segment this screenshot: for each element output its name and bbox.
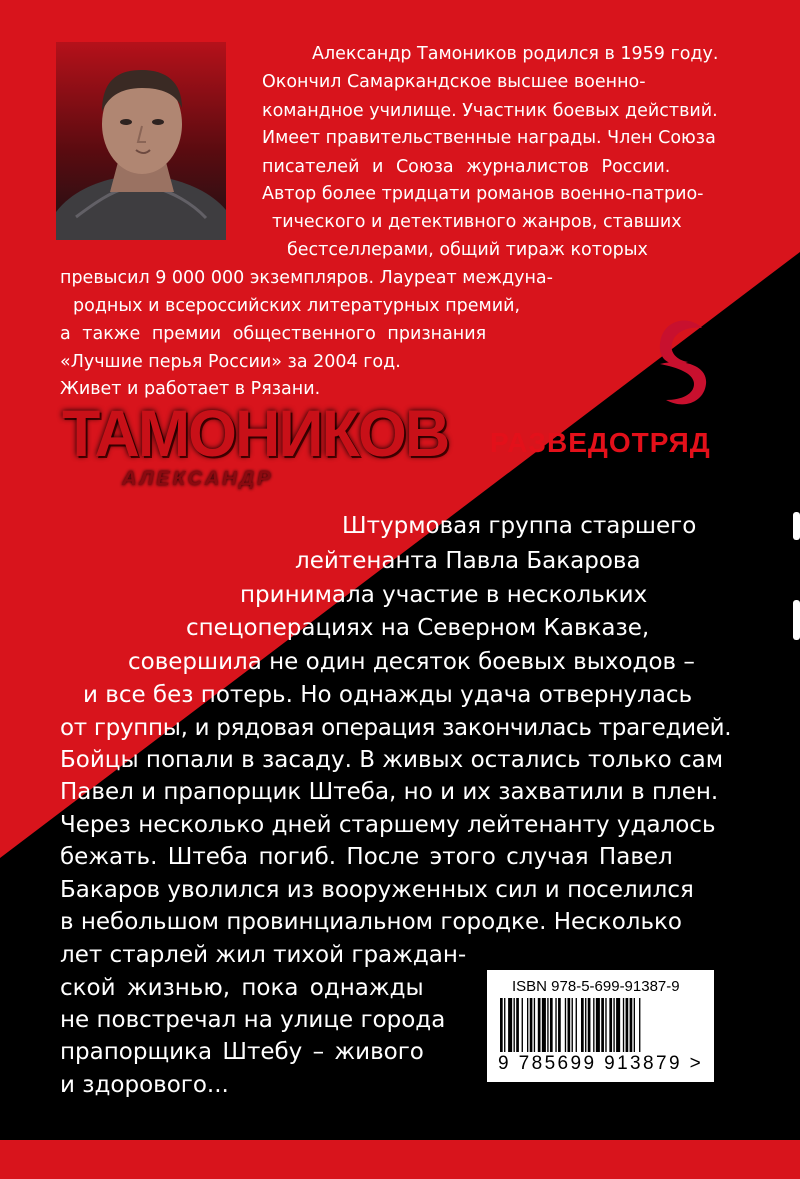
barcode-bar (605, 998, 606, 1052)
bio-line: «Лучшие перья России» за 2004 год. (60, 352, 401, 372)
annotation-line: Через несколько дней старшему лейтенанту удалось (60, 812, 716, 838)
barcode-bar (547, 998, 548, 1052)
barcode-bar (550, 998, 553, 1052)
barcode-bar (508, 998, 512, 1052)
annotation-line: совершила не один десяток боевых выходов – (128, 649, 695, 675)
annotation-line: спецоперациях на Северном Кавказе, (186, 615, 650, 641)
annotation-line: лейтенанта Павла Бакарова (295, 548, 641, 574)
edge-mark (793, 512, 800, 540)
barcode-bar (530, 998, 533, 1052)
edge-mark (793, 600, 800, 640)
barcode-bar (588, 998, 591, 1052)
barcode-bar (534, 998, 535, 1052)
barcode-bar (623, 998, 624, 1052)
barcode-bar (516, 998, 519, 1052)
bio-line: командное училище. Участник боевых действий. (262, 101, 718, 121)
barcode-bar (593, 998, 594, 1052)
barcode-bar (609, 998, 612, 1052)
barcode-bar (522, 998, 523, 1052)
barcode-bar (514, 998, 515, 1052)
series-title: РАЗВЕДОТРЯД (490, 427, 711, 458)
barcode-bar (613, 998, 614, 1052)
annotation-line: и все без потерь. Но однажды удача отвернулась (83, 682, 693, 708)
annotation-line: Штурмовая группа старшего (342, 513, 697, 539)
barcode-bar (596, 998, 600, 1052)
barcode-bar (555, 998, 556, 1052)
barcode (498, 998, 698, 1054)
annotation-line: принимала участие в нескольких (240, 582, 648, 608)
annotation-line: ской жизнью, пока однажды (60, 975, 424, 1001)
bio-line: бестселлерами, общий тираж которых (287, 240, 648, 260)
barcode-bar (585, 998, 586, 1052)
barcode-bar (504, 998, 505, 1052)
barcode-bar (565, 998, 566, 1052)
barcode-number: 9 785699 913879 > (498, 1053, 704, 1074)
annotation-line: Бакаров уволился из вооруженных сил и поселился (60, 877, 694, 903)
bio-line: Живет и работает в Рязани. (60, 379, 321, 399)
annotation-line: не повстречал на улице города (60, 1007, 446, 1033)
barcode-bar (527, 998, 528, 1052)
barcode-bar (500, 998, 503, 1052)
barcode-bar (630, 998, 633, 1052)
barcode-bar (626, 998, 629, 1052)
barcode-bar (616, 998, 620, 1052)
bio-line: родных и всероссийских литературных премий, (73, 296, 521, 316)
bio-line: превысил 9 000 000 экземпляров. Лауреат междуна- (60, 268, 553, 288)
author-first-name: АЛЕКСАНДР (122, 468, 274, 490)
annotation-line: Бойцы попали в засаду. В живых остались только сам (60, 747, 724, 773)
annotation-line: и здорового... (60, 1072, 229, 1098)
bio-line: Окончил Самаркандское высшее военно- (262, 72, 646, 92)
barcode-bar (568, 998, 571, 1052)
barcode-bar (639, 998, 640, 1052)
bio-line: Автор более тридцати романов военно-патрио- (262, 184, 704, 204)
bio-line: Имеет правительственные награды. Член Союза (262, 128, 716, 148)
barcode-bar (538, 998, 541, 1052)
annotation-line: бежать. Штеба погиб. После этого случая Павел (60, 844, 673, 870)
bottom-band (0, 1140, 800, 1179)
barcode-bar (601, 998, 604, 1052)
isbn-label: ISBN 978-5-699-91387-9 (512, 978, 680, 995)
barcode-bar (581, 998, 584, 1052)
annotation-line: лет старлей жил тихой граждан- (60, 942, 467, 968)
author-surname: ТАМОНИКОВ (62, 396, 449, 470)
bio-line: Александр Тамоников родился в 1959 году. (312, 44, 719, 64)
barcode-bar (572, 998, 573, 1052)
barcode-bar (576, 998, 577, 1052)
barcode-bar (634, 998, 635, 1052)
annotation-line: прапорщика Штебу – живого (60, 1039, 424, 1065)
annotation-line: Павел и прапорщик Штеба, но и их захватили в плен. (60, 779, 719, 805)
barcode-bar (542, 998, 546, 1052)
publisher-logo-icon (654, 314, 714, 410)
author-photo (56, 42, 226, 240)
bio-line: тического и детективного жанров, ставших (272, 212, 682, 232)
annotation-line: в небольшом провинциальном городке. Несколько (60, 909, 682, 935)
bio-line: писателей и Союза журналистов России. (262, 157, 671, 177)
barcode-bar (558, 998, 561, 1052)
bio-line: а также премии общественного признания (60, 324, 487, 344)
annotation-line: от группы, и рядовая операция закончилась трагедией. (60, 715, 732, 741)
